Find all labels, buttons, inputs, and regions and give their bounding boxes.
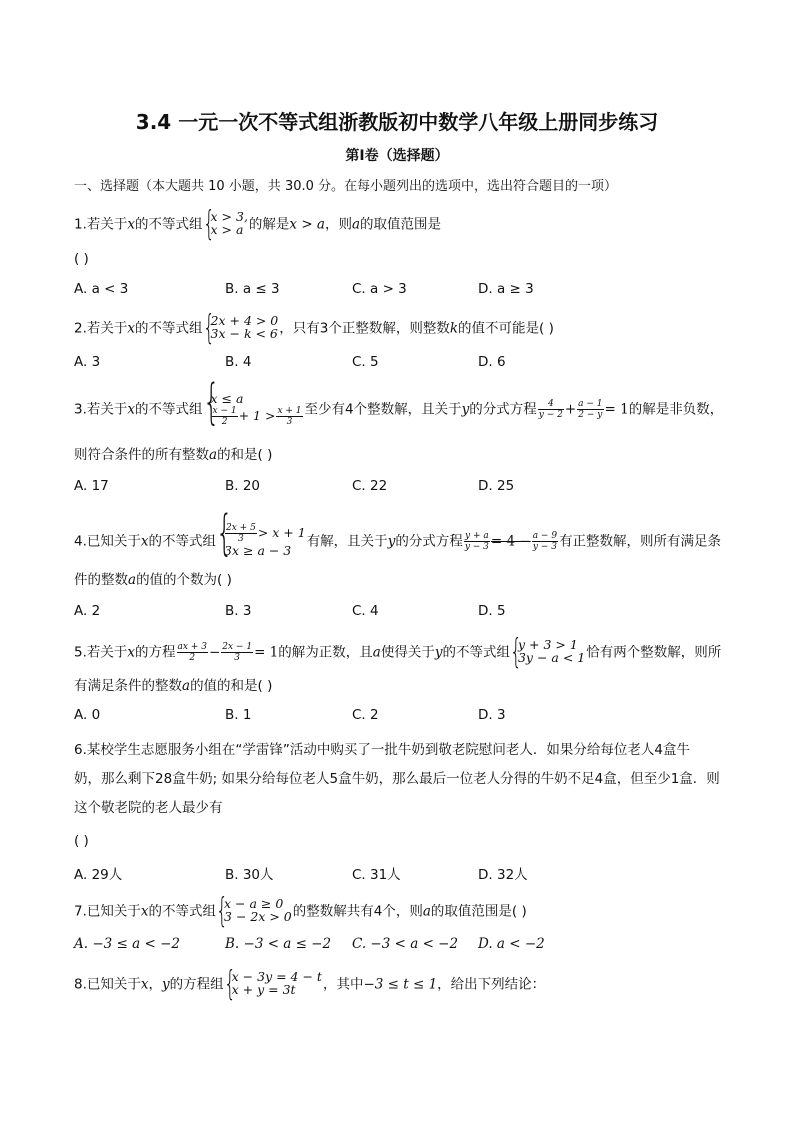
q3-option-b[interactable]: B. 20 (225, 478, 261, 494)
section-subtitle: 第Ⅰ卷（选择题） (345, 148, 449, 164)
q1-option-b[interactable]: B. a ≤ 3 (225, 281, 280, 297)
section-heading: 一、选择题（本大题共 10 小题，共 30.0 分。在每小题列出的选项中，选出符合题目的一项） (74, 179, 618, 194)
q6-option-d[interactable]: D. 32人 (478, 867, 528, 883)
question-6-line1: 6.某校学生志愿服务小组在“学雷锋”活动中购买了一批牛奶到敬老院慰问老人．如果分给每位老人4盒牛 (74, 742, 690, 758)
question-5-line2: 有满足条件的整数a的值的和是( ) (74, 678, 273, 694)
q7-option-d[interactable]: D. a < −2 (478, 936, 545, 952)
q7-option-b[interactable]: B. −3 < a ≤ −2 (225, 936, 332, 952)
question-2: 2.若关于x的不等式组 { 2x + 4 > 0 3x − k < 6，只有3个正整数解，则整数k的值不可能是( ) (74, 308, 554, 348)
question-4-line2: 件的整数a的值的个数为( ) (74, 572, 232, 588)
question-7: 7.已知关于x的不等式组 { x − a ≥ 0 3 − 2x > 0的整数解共有4个，则a的取值范围是( ) (74, 891, 527, 931)
q4-option-c[interactable]: C. 4 (352, 603, 379, 619)
inequality-system: { y + 3 > 1 3y − a < 1 (509, 632, 586, 672)
page-title: 3.4 一元一次不等式组浙教版初中数学八年级上册同步练习 (135, 110, 659, 134)
q7-option-a[interactable]: A. −3 ≤ a < −2 (74, 936, 180, 952)
q6-option-c[interactable]: C. 31人 (352, 867, 401, 883)
q6-option-b[interactable]: B. 30人 (225, 867, 274, 883)
inequality-system: { x > 3, x > a (202, 204, 248, 244)
question-6-line2: 奶，那么剩下28盒牛奶; 如果分给每位老人5盒牛奶，那么最后一位老人分得的牛奶不足4盒，但至少1盒．则 (74, 771, 720, 787)
q5-option-a[interactable]: A. 0 (74, 707, 101, 723)
q2-option-c[interactable]: C. 5 (352, 354, 379, 370)
question-5: 5.若关于x的方程 $\frac{ax + 3}{2}$ − $\frac{2x - 1}{3}$ = 1的解为正数，且a使得关于y的不等式组 { y + 3 > 1 3y − a < 1恰有两个整数解，则所 (74, 632, 722, 672)
question-3: 3.若关于x的不等式组 { x ≤ a $\frac{x - 1}{2}$ + 1 > $\frac{x + 1}{3}$ 至少有4个整数解，且关于y的分式方程 $\frac{4}{y - 2}$ + $\frac{a - 1}{2 - y}$ = 1的解是非负数， (74, 374, 724, 430)
q7-option-c[interactable]: C. −3 < a < −2 (352, 936, 459, 952)
q2-option-b[interactable]: B. 4 (225, 354, 252, 370)
question-8: 8.已知关于x，y的方程组 { x − 3y = 4 − t x + y = 3t ，其中−3 ≤ t ≤ 1，给出下列结论： (74, 964, 546, 1004)
inequality-system: { x − a ≥ 0 3 − 2x > 0 (216, 891, 292, 931)
q3-option-c[interactable]: C. 22 (352, 478, 388, 494)
q3-option-a[interactable]: A. 17 (74, 478, 109, 494)
q1-option-d[interactable]: D. a ≥ 3 (478, 281, 534, 297)
q6-option-a[interactable]: A. 29人 (74, 867, 123, 883)
answer-paren: ( ) (74, 833, 89, 849)
equation-system: { x − 3y = 4 − t x + y = 3t (223, 964, 322, 1004)
q3-option-d[interactable]: D. 25 (478, 478, 515, 494)
inequality-system: { $\frac{2x + 5}{3}$ > x + 1 3x ≥ a − 3 (216, 505, 306, 561)
q1-option-a[interactable]: A. a < 3 (74, 281, 129, 297)
q1-option-c[interactable]: C. a > 3 (352, 281, 407, 297)
q4-option-d[interactable]: D. 5 (478, 603, 506, 619)
answer-paren: ( ) (74, 251, 89, 267)
q5-option-d[interactable]: D. 3 (478, 707, 506, 723)
q2-option-a[interactable]: A. 3 (74, 354, 101, 370)
q5-option-b[interactable]: B. 1 (225, 707, 252, 723)
inequality-system: { 2x + 4 > 0 3x − k < 6 (202, 308, 279, 348)
q5-option-c[interactable]: C. 2 (352, 707, 379, 723)
q2-option-d[interactable]: D. 6 (478, 354, 506, 370)
q4-option-b[interactable]: B. 3 (225, 603, 252, 619)
q4-option-a[interactable]: A. 2 (74, 603, 101, 619)
question-3-line2: 则符合条件的所有整数a的和是( ) (74, 447, 273, 463)
inequality-system: { x ≤ a $\frac{x - 1}{2}$ + 1 > $\frac{x + 1}{3}$ (202, 374, 302, 430)
question-4: 4.已知关于x的不等式组 { $\frac{2x + 5}{3}$ > x + 1 3x ≥ a − 3有解，且关于y的分式方程 $\frac{y + a}{y - 3}$ = 4 − $\frac{a - 9}{y - 3}$ 有正整数解，则所有满足条 (74, 505, 722, 561)
question-6-line3: 这个敬老院的老人最少有 (74, 800, 223, 816)
question-1: 1.若关于x的不等式组 { x > 3, x > a 的解是x > a，则a的取值范围是 (74, 204, 442, 244)
